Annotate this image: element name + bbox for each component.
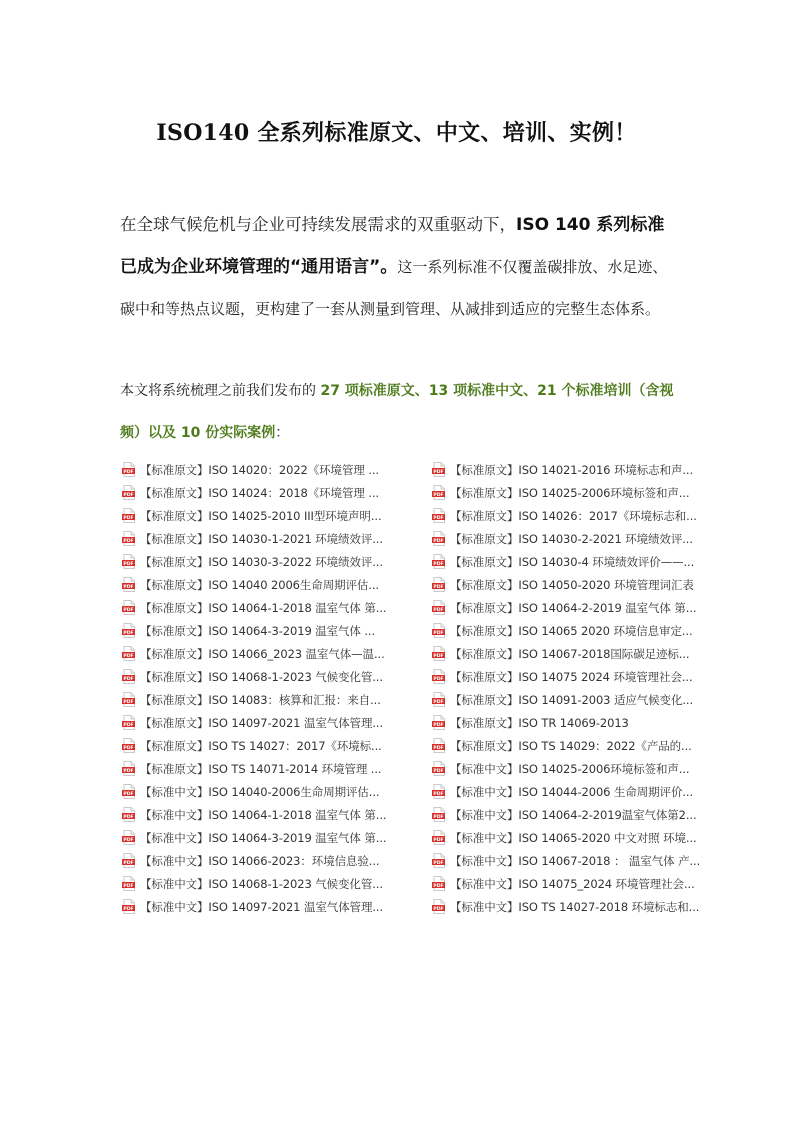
svg-text:PDF: PDF bbox=[433, 470, 444, 475]
file-name: 【标准中文】ISO 14097-2021 温室气体管理... bbox=[140, 899, 384, 914]
pdf-icon bbox=[122, 554, 136, 569]
file-attachment[interactable] bbox=[432, 826, 722, 849]
file-attachment[interactable] bbox=[432, 780, 722, 803]
file-name: 【标准中文】ISO 14025-2006环境标签和声... bbox=[450, 761, 690, 776]
svg-text:PDF: PDF bbox=[123, 608, 134, 613]
file-attachment[interactable] bbox=[432, 711, 722, 734]
pdf-icon bbox=[122, 899, 136, 914]
summary-highlight: 27 项标准原文、13 项标准中文、21 个标准培训（含视频）以及 10 份实际案例 bbox=[120, 383, 674, 441]
file-name: 【标准原文】ISO 14091-2003 适应气候变化... bbox=[450, 692, 694, 707]
pdf-icon bbox=[432, 853, 446, 868]
pdf-icon bbox=[432, 692, 446, 707]
file-attachment[interactable] bbox=[432, 527, 722, 550]
file-attachment[interactable] bbox=[432, 895, 722, 918]
file-attachment[interactable] bbox=[432, 573, 722, 596]
svg-text:PDF: PDF bbox=[123, 792, 134, 797]
file-attachment[interactable] bbox=[122, 481, 432, 504]
pdf-icon bbox=[122, 807, 136, 822]
file-attachment[interactable] bbox=[122, 642, 432, 665]
file-name: 【标准原文】ISO 14025-2010 III型环境声明... bbox=[140, 508, 382, 523]
pdf-icon bbox=[432, 531, 446, 546]
svg-text:PDF: PDF bbox=[123, 746, 134, 751]
svg-text:PDF: PDF bbox=[123, 654, 134, 659]
file-name: 【标准原文】ISO 14067-2018国际碳足迹标... bbox=[450, 646, 690, 661]
file-name: 【标准原文】ISO 14030-4 环境绩效评价——... bbox=[450, 554, 695, 569]
file-attachment[interactable] bbox=[122, 665, 432, 688]
file-name: 【标准原文】ISO 14068-1-2023 气候变化管... bbox=[140, 669, 383, 684]
svg-text:PDF: PDF bbox=[123, 815, 134, 820]
file-name: 【标准原文】ISO 14030-3-2022 环境绩效评... bbox=[140, 554, 383, 569]
svg-text:PDF: PDF bbox=[123, 585, 134, 590]
svg-text:PDF: PDF bbox=[123, 723, 134, 728]
svg-text:PDF: PDF bbox=[123, 631, 134, 636]
svg-text:PDF: PDF bbox=[433, 723, 444, 728]
pdf-icon bbox=[432, 784, 446, 799]
pdf-icon bbox=[122, 600, 136, 615]
pdf-icon bbox=[432, 876, 446, 891]
svg-text:PDF: PDF bbox=[123, 562, 134, 567]
pdf-icon bbox=[122, 784, 136, 799]
file-name: 【标准原文】ISO 14064-2-2019 温室气体 第... bbox=[450, 600, 697, 615]
svg-text:PDF: PDF bbox=[433, 838, 444, 843]
pdf-icon bbox=[432, 761, 446, 776]
svg-text:PDF: PDF bbox=[433, 769, 444, 774]
svg-text:PDF: PDF bbox=[433, 585, 444, 590]
file-name: 【标准中文】ISO 14064-1-2018 温室气体 第... bbox=[140, 807, 387, 822]
intro-text-1: 在全球气候危机与企业可持续发展需求的双重驱动下， bbox=[120, 215, 516, 234]
svg-text:PDF: PDF bbox=[433, 677, 444, 682]
intro-text-bold: ISO 140 系列标准已成为企业环境管理的“通用语言”。 bbox=[120, 215, 665, 277]
pdf-icon bbox=[432, 462, 446, 477]
svg-text:PDF: PDF bbox=[433, 746, 444, 751]
svg-text:PDF: PDF bbox=[123, 470, 134, 475]
file-name: 【标准中文】ISO 14068-1-2023 气候变化管... bbox=[140, 876, 383, 891]
summary-paragraph bbox=[120, 370, 680, 454]
pdf-icon bbox=[122, 577, 136, 592]
file-attachment[interactable] bbox=[432, 803, 722, 826]
svg-text:PDF: PDF bbox=[123, 677, 134, 682]
svg-text:PDF: PDF bbox=[433, 608, 444, 613]
file-name: 【标准原文】ISO 14025-2006环境标签和声... bbox=[450, 485, 690, 500]
file-attachment[interactable] bbox=[432, 665, 722, 688]
svg-text:PDF: PDF bbox=[433, 516, 444, 521]
file-attachment[interactable] bbox=[432, 481, 722, 504]
file-name: 【标准原文】ISO 14030-2-2021 环境绩效评... bbox=[450, 531, 693, 546]
svg-text:PDF: PDF bbox=[123, 861, 134, 866]
file-attachment[interactable] bbox=[122, 780, 432, 803]
file-attachment[interactable] bbox=[432, 619, 722, 642]
file-attachment[interactable] bbox=[122, 734, 432, 757]
file-name: 【标准原文】ISO 14064-3-2019 温室气体 ... bbox=[140, 623, 376, 638]
file-attachment[interactable] bbox=[122, 550, 432, 573]
file-name: 【标准中文】ISO 14065-2020 中文对照 环境... bbox=[450, 830, 697, 845]
file-name: 【标准中文】ISO 14064-3-2019 温室气体 第... bbox=[140, 830, 387, 845]
pdf-icon bbox=[432, 554, 446, 569]
file-attachment[interactable] bbox=[432, 550, 722, 573]
file-name: 【标准原文】ISO 14026：2017《环境标志和... bbox=[450, 508, 697, 523]
file-name: 【标准原文】ISO 14097-2021 温室气体管理... bbox=[140, 715, 384, 730]
pdf-icon bbox=[432, 899, 446, 914]
file-attachment[interactable] bbox=[122, 872, 432, 895]
file-name: 【标准原文】ISO 14083：核算和汇报：来自... bbox=[140, 692, 381, 707]
svg-text:PDF: PDF bbox=[123, 907, 134, 912]
pdf-icon bbox=[122, 623, 136, 638]
pdf-icon bbox=[122, 462, 136, 477]
file-name: 【标准中文】ISO 14044-2006 生命周期评价... bbox=[450, 784, 694, 799]
file-name: 【标准原文】ISO TS 14029：2022《产品的... bbox=[450, 738, 692, 753]
summary-suffix: ： bbox=[275, 425, 290, 441]
pdf-icon bbox=[122, 692, 136, 707]
intro-text-2: 这一系列标准不仅覆盖碳排放、水足迹、碳中和等热点议题，更构建了一套从测量到管理、从减排到适应的完整生态体系。 bbox=[120, 258, 668, 318]
file-attachment[interactable] bbox=[122, 504, 432, 527]
pdf-icon bbox=[122, 761, 136, 776]
pdf-icon bbox=[432, 508, 446, 523]
svg-text:PDF: PDF bbox=[433, 539, 444, 544]
file-attachment[interactable] bbox=[122, 458, 432, 481]
pdf-icon bbox=[122, 876, 136, 891]
svg-text:PDF: PDF bbox=[433, 907, 444, 912]
pdf-icon bbox=[432, 577, 446, 592]
summary-prefix: 本文将系统梳理之前我们发布的 bbox=[120, 383, 321, 399]
file-name: 【标准原文】ISO 14050-2020 环境管理词汇表 bbox=[450, 577, 694, 592]
file-attachment[interactable] bbox=[432, 734, 722, 757]
pdf-icon bbox=[432, 738, 446, 753]
pdf-icon bbox=[122, 485, 136, 500]
file-name: 【标准中文】ISO 14064-2-2019温室气体第2... bbox=[450, 807, 697, 822]
file-attachment-list bbox=[122, 458, 722, 918]
file-attachment[interactable] bbox=[432, 757, 722, 780]
pdf-icon bbox=[432, 623, 446, 638]
file-name: 【标准中文】ISO 14067-2018 ： 温室气体 产... bbox=[450, 853, 701, 868]
file-name: 【标准原文】ISO TS 14071-2014 环境管理 ... bbox=[140, 761, 382, 776]
pdf-icon bbox=[122, 646, 136, 661]
file-attachment[interactable] bbox=[432, 872, 722, 895]
file-attachment[interactable] bbox=[122, 803, 432, 826]
pdf-icon bbox=[122, 531, 136, 546]
svg-text:PDF: PDF bbox=[433, 493, 444, 498]
file-name: 【标准原文】ISO TS 14027：2017《环境标... bbox=[140, 738, 382, 753]
pdf-icon bbox=[432, 485, 446, 500]
pdf-icon bbox=[432, 646, 446, 661]
svg-text:PDF: PDF bbox=[433, 562, 444, 567]
svg-text:PDF: PDF bbox=[123, 769, 134, 774]
file-name: 【标准中文】ISO TS 14027-2018 环境标志和... bbox=[450, 899, 700, 914]
pdf-icon bbox=[122, 508, 136, 523]
file-name: 【标准原文】ISO 14021-2016 环境标志和声... bbox=[450, 462, 694, 477]
file-name: 【标准原文】ISO 14064-1-2018 温室气体 第... bbox=[140, 600, 387, 615]
svg-text:PDF: PDF bbox=[433, 631, 444, 636]
file-attachment[interactable] bbox=[432, 596, 722, 619]
pdf-icon bbox=[432, 600, 446, 615]
svg-text:PDF: PDF bbox=[123, 884, 134, 889]
svg-text:PDF: PDF bbox=[123, 539, 134, 544]
file-attachment[interactable] bbox=[122, 849, 432, 872]
file-name: 【标准原文】ISO 14020：2022《环境管理 ... bbox=[140, 462, 379, 477]
file-attachment[interactable] bbox=[122, 826, 432, 849]
file-attachment[interactable] bbox=[122, 711, 432, 734]
file-name: 【标准中文】ISO 14075_2024 环境管理社会... bbox=[450, 876, 695, 891]
file-name: 【标准原文】ISO 14030-1-2021 环境绩效评... bbox=[140, 531, 383, 546]
pdf-icon bbox=[432, 830, 446, 845]
svg-text:PDF: PDF bbox=[123, 493, 134, 498]
pdf-icon bbox=[122, 738, 136, 753]
pdf-icon bbox=[432, 669, 446, 684]
file-attachment[interactable] bbox=[122, 757, 432, 780]
svg-text:PDF: PDF bbox=[123, 838, 134, 843]
file-name: 【标准中文】ISO 14040-2006生命周期评估... bbox=[140, 784, 380, 799]
file-attachment[interactable] bbox=[432, 642, 722, 665]
svg-text:PDF: PDF bbox=[433, 815, 444, 820]
file-attachment[interactable] bbox=[122, 619, 432, 642]
pdf-icon bbox=[122, 715, 136, 730]
page-title: ISO140 全系列标准原文、中文、培训、实例！ bbox=[156, 120, 637, 146]
svg-text:PDF: PDF bbox=[123, 516, 134, 521]
file-name: 【标准原文】ISO 14066_2023 温室气体—温... bbox=[140, 646, 385, 661]
file-attachment[interactable] bbox=[432, 504, 722, 527]
file-attachment[interactable] bbox=[432, 458, 722, 481]
pdf-icon bbox=[122, 669, 136, 684]
file-attachment[interactable] bbox=[122, 596, 432, 619]
pdf-icon bbox=[122, 853, 136, 868]
pdf-icon bbox=[432, 715, 446, 730]
file-attachment[interactable] bbox=[122, 688, 432, 711]
pdf-icon bbox=[122, 830, 136, 845]
pdf-icon bbox=[432, 807, 446, 822]
file-name: 【标准原文】ISO 14065 2020 环境信息审定... bbox=[450, 623, 693, 638]
file-attachment[interactable] bbox=[432, 849, 722, 872]
file-name: 【标准原文】ISO 14075 2024 环境管理社会... bbox=[450, 669, 693, 684]
file-name: 【标准原文】ISO 14040 2006生命周期评估... bbox=[140, 577, 379, 592]
svg-text:PDF: PDF bbox=[123, 700, 134, 705]
intro-paragraph bbox=[120, 204, 680, 330]
svg-text:PDF: PDF bbox=[433, 654, 444, 659]
svg-text:PDF: PDF bbox=[433, 792, 444, 797]
file-attachment[interactable] bbox=[122, 895, 432, 918]
file-name: 【标准中文】ISO 14066-2023：环境信息验... bbox=[140, 853, 380, 868]
file-attachment[interactable] bbox=[122, 573, 432, 596]
file-attachment[interactable] bbox=[432, 688, 722, 711]
file-name: 【标准原文】ISO 14024：2018《环境管理 ... bbox=[140, 485, 379, 500]
svg-text:PDF: PDF bbox=[433, 861, 444, 866]
file-attachment[interactable] bbox=[122, 527, 432, 550]
file-name: 【标准原文】ISO TR 14069-2013 bbox=[450, 715, 629, 730]
svg-text:PDF: PDF bbox=[433, 884, 444, 889]
svg-text:PDF: PDF bbox=[433, 700, 444, 705]
